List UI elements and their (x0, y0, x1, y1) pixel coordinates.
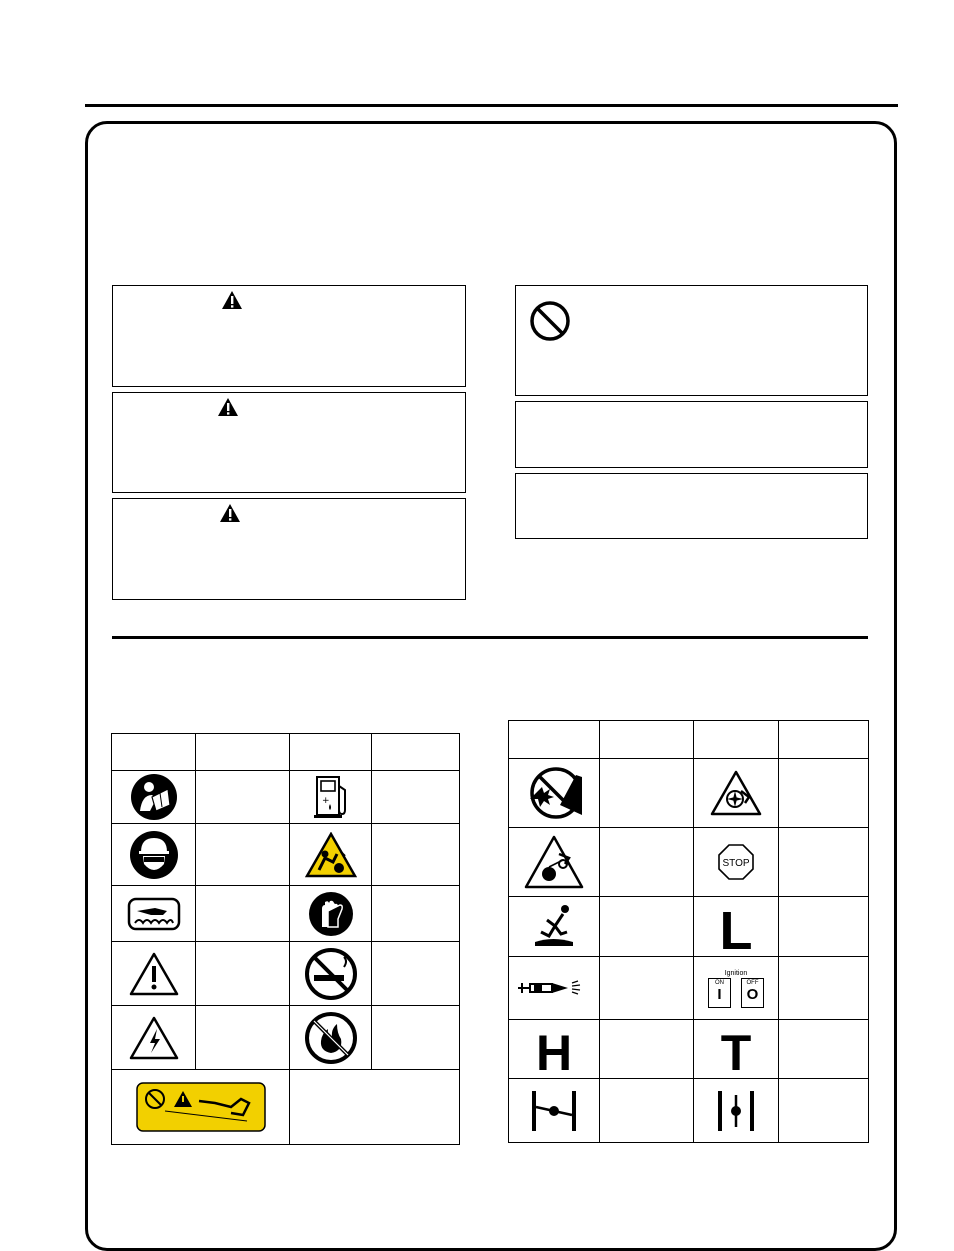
symbol-description (779, 897, 869, 957)
caution-triangle-icon (128, 951, 180, 997)
column-header (372, 734, 460, 771)
column-header (694, 721, 779, 759)
symbol-description (372, 886, 460, 942)
table-row (112, 1006, 460, 1070)
table-row (509, 957, 869, 1020)
section-divider (112, 636, 868, 639)
head-eye-ear-protection-icon (129, 830, 179, 880)
symbol-description (600, 759, 694, 828)
stop-sign-text: STOP (722, 858, 750, 869)
warning-triangle-icon (219, 503, 241, 523)
ignition-on-symbol: I (717, 985, 722, 1003)
notice-box-3 (112, 498, 466, 600)
notice-box-5 (515, 473, 868, 539)
electric-shock-icon (128, 1015, 180, 1061)
table-row (112, 1070, 460, 1145)
no-open-flame-icon (304, 1011, 358, 1065)
column-header (196, 734, 290, 771)
keep-distance-label-icon (135, 1081, 267, 1133)
table-row (509, 828, 869, 897)
stop-sign-icon (717, 843, 755, 881)
notice-box-1 (112, 285, 466, 387)
prohibition-icon (529, 300, 571, 342)
symbol-description (779, 1020, 869, 1079)
slip-hazard-icon (527, 902, 581, 952)
high-pressure-spray-icon (516, 977, 592, 999)
symbols-table-right (508, 720, 869, 1143)
ignition-off-switch (741, 978, 764, 1008)
symbol-description (290, 1070, 460, 1145)
symbol-description (372, 771, 460, 824)
read-manual-icon (130, 773, 178, 821)
top-rule (85, 104, 898, 107)
letter-l: L (719, 900, 753, 953)
symbol-description (372, 942, 460, 1006)
fan-entanglement-icon (709, 769, 763, 817)
valve-open-icon (710, 1087, 762, 1135)
column-header (509, 721, 600, 759)
carbon-monoxide-warning-icon (305, 832, 357, 878)
prohibited-notice-box (515, 285, 868, 396)
no-smoking-icon (304, 947, 358, 1001)
symbol-description (196, 942, 290, 1006)
symbols-table-left (111, 733, 460, 1145)
symbol-description (196, 1006, 290, 1070)
hot-surface-hand-icon (127, 897, 181, 931)
symbol-description (196, 824, 290, 886)
belt-entanglement-icon (523, 834, 585, 890)
symbol-description (600, 828, 694, 897)
symbol-description (600, 1079, 694, 1143)
ignition-off-symbol: O (746, 985, 759, 1003)
symbol-description (372, 824, 460, 886)
symbol-description (372, 1006, 460, 1070)
table-row (509, 1020, 869, 1079)
column-header (600, 721, 694, 759)
symbol-description (600, 897, 694, 957)
no-spray-at-face-icon (520, 765, 588, 821)
valve-closed-icon (524, 1087, 584, 1135)
table-row (112, 942, 460, 1006)
symbol-description (779, 957, 869, 1020)
symbol-description (779, 759, 869, 828)
warning-triangle-icon (221, 290, 243, 310)
table-row (112, 824, 460, 886)
symbol-description (196, 886, 290, 942)
symbol-description (779, 828, 869, 897)
table-row (509, 759, 869, 828)
ignition-switch-icon (708, 969, 764, 1008)
table-row (509, 1079, 869, 1143)
fuel-pump-icon (311, 774, 351, 820)
letter-h: H (535, 1025, 573, 1074)
notice-box-4 (515, 401, 868, 468)
lever-h-icon (532, 1024, 576, 1074)
symbol-description (196, 771, 290, 824)
warning-triangle-icon (217, 397, 239, 417)
column-header (290, 734, 372, 771)
symbol-description (779, 1079, 869, 1143)
gloves-icon (308, 891, 354, 937)
ignition-off-label: OFF (746, 979, 759, 986)
table-row (112, 886, 460, 942)
table-row (509, 897, 869, 957)
lever-l-icon (714, 901, 758, 953)
ignition-label: Ignition (724, 969, 748, 977)
ignition-on-label: ON (715, 979, 724, 986)
table-row (112, 771, 460, 824)
notice-box-2 (112, 392, 466, 493)
column-header (112, 734, 196, 771)
letter-t: T (720, 1025, 752, 1074)
symbol-description (600, 1020, 694, 1079)
svg-text:+: + (321, 796, 330, 806)
symbol-description (600, 957, 694, 1020)
column-header (779, 721, 869, 759)
ignition-on-switch (708, 978, 731, 1008)
lever-t-icon (714, 1024, 758, 1074)
